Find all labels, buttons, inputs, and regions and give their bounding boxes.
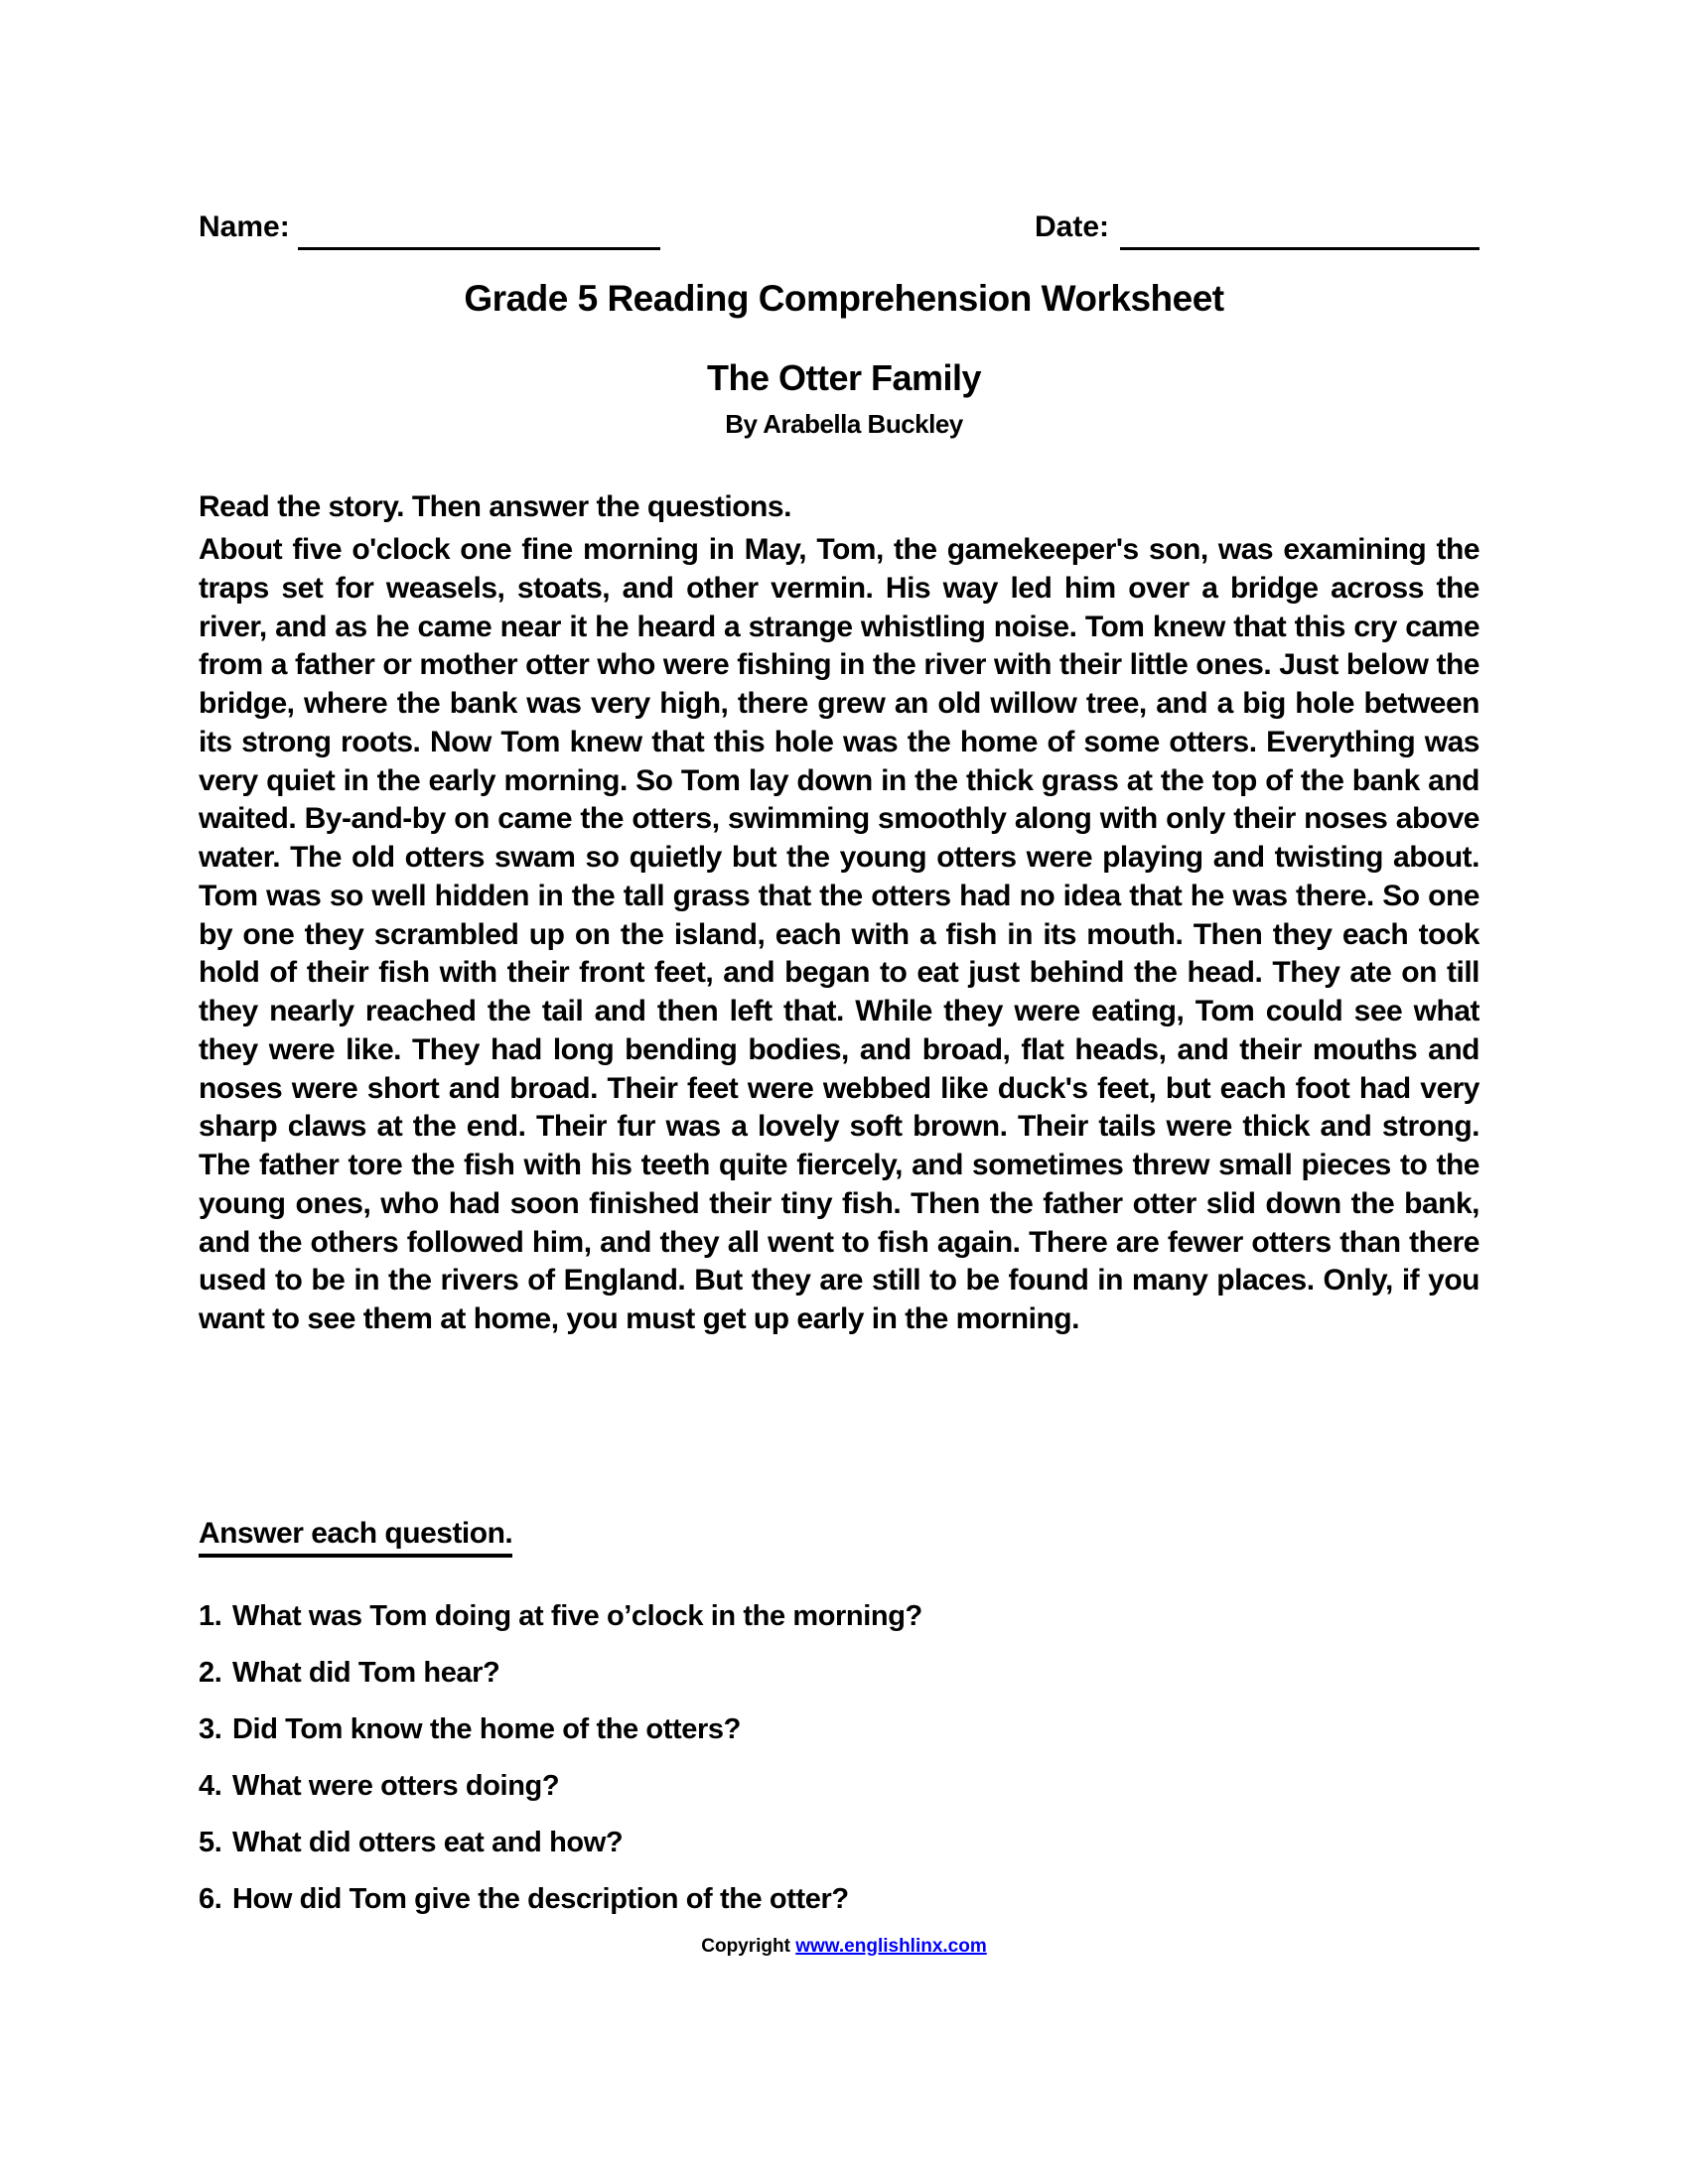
footer: [0, 1936, 1688, 1958]
question-text: Did Tom know the home of the otters?: [232, 1713, 741, 1745]
story-title: The Otter Family: [706, 357, 982, 398]
question-text: What did otters eat and how?: [232, 1827, 624, 1858]
question-number: 5.: [199, 1827, 222, 1858]
question-text: What did Tom hear?: [232, 1657, 500, 1689]
question-number: 6.: [199, 1883, 222, 1915]
copyright-link[interactable]: www.englishlinx.com: [795, 1936, 987, 1957]
story-text: About five o'clock one fine morning in May, Tom, the gamekeeper's son, was examining the traps set for weasels, stoats, and other vermin. His way led him over a bridge across the river, and as he came near it he heard a strange whistling noise. Tom knew that this cry came from a father or mother otter who were fishing in the river with their little ones. Just below the bridge, where the bank was very high, there grew an old willow tree, and a big hole between its strong roots. Now Tom knew that this hole was the home of some otters. Everything was very quiet in the early morning. So Tom lay down in the thick grass at the top of the bank and waited. By-and-by on came the otters, swimming smoothly along with only their noses above water. The old otters swam so quietly but the young otters were playing and twisting about. Tom was so well hidden in the tall grass that the otters had no idea that he was there. So one by one they scrambled up on the island, each with a fish in its mouth. Then they each took hold of their fish with their front feet, and began to eat just behind the head. They ate on till they nearly reached the tail and then left that. While they were eating, Tom could see what they were like. They had long bending bodies, and broad, flat heads, and their mouths and noses were short and broad. Their feet were webbed like duck's feet, but each foot had very sharp claws at the end. Their fur was a lovely soft brown. Their tails were thick and strong. The father tore the fish with his teeth quite fiercely, and sometimes threw small pieces to the young ones, who had soon finished their tiny fish. Then the father otter slid down the bank, and the others followed him, and they all went to fish again. There are fewer otters than there used to be in the rivers of England. But they are still to be found in many places. Only, if you want to see them at home, you must get up early in the morning.: [199, 533, 1479, 1335]
question-number: 1.: [199, 1600, 222, 1632]
question-number: 4.: [199, 1770, 222, 1802]
answer-section-header-text: Answer each question.: [199, 1517, 512, 1558]
question-row: [199, 1655, 1479, 1692]
answer-section-header: [199, 1517, 512, 1558]
date-label: Date:: [1035, 210, 1110, 243]
instructions-text: Read the story. Then answer the questions.: [199, 490, 791, 523]
name-blank-line: [298, 210, 660, 250]
date-blank-line: [1120, 210, 1479, 250]
copyright-label: Copyright: [701, 1936, 790, 1957]
question-row: [199, 1881, 1479, 1918]
question-text: How did Tom give the description of the otter?: [232, 1883, 849, 1915]
question-row: [199, 1768, 1479, 1805]
story-byline: By Arabella Buckley: [725, 409, 963, 439]
question-row: [199, 1825, 1479, 1861]
question-text: What was Tom doing at five o’clock in the morning?: [232, 1600, 922, 1632]
worksheet-title: Grade 5 Reading Comprehension Worksheet: [464, 278, 1224, 319]
header-row: [199, 210, 1479, 256]
name-label: Name:: [199, 210, 290, 243]
question-number: 3.: [199, 1713, 222, 1745]
question-text: What were otters doing?: [232, 1770, 560, 1802]
question-number: 2.: [199, 1657, 222, 1689]
questions-list: [199, 1598, 1479, 1938]
question-row: [199, 1598, 1479, 1635]
question-row: [199, 1711, 1479, 1748]
